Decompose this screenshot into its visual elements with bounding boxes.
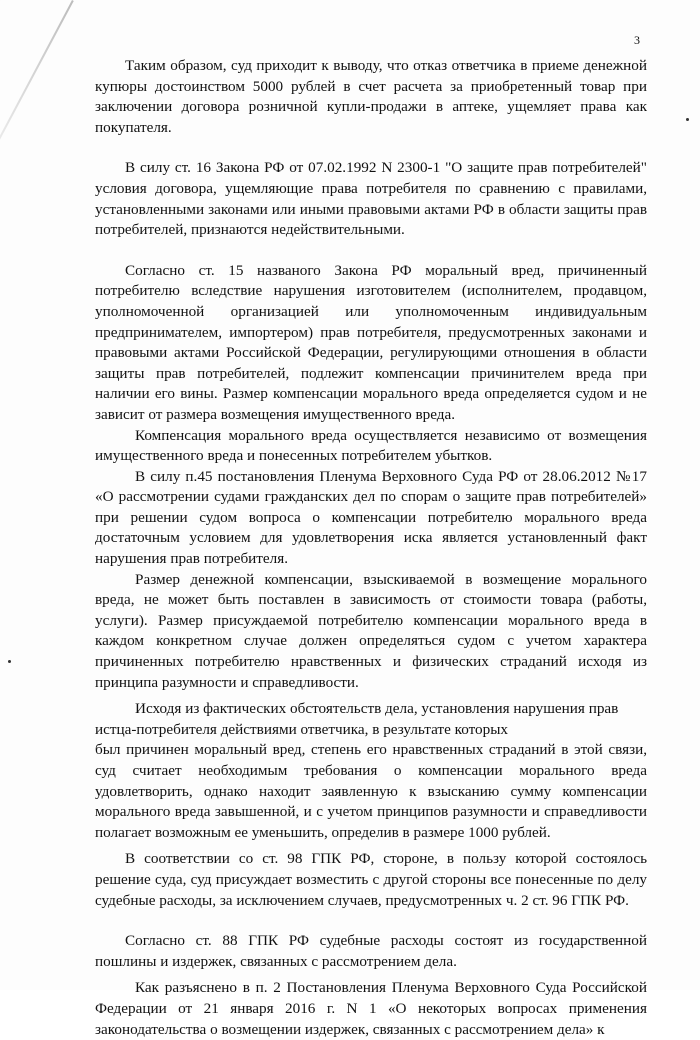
scan-streak-mark [0,0,12,172]
document-body [95,56,647,1040]
page-number: 3 [634,33,640,47]
paragraph-article-15: Согласно ст. 15 названого Закона РФ моральный вред, причиненный потребителю вследствие нарушения изготовителем (исполнителем, продавцом, уполномоченной организацией или уполномоченным индивидуальным предпринимателем, импортером) прав потребителя, предусмотренных законами и правовыми актами Российской Федерации, регулирующими отношения в области защиты прав потребителей, подлежит компенсации причинителем вреда при наличии его вины. Размер компенсации морального вреда определяется судом и не зависит от размера возмещения имущественного вреда. [95,261,647,423]
paragraph-circumstances: Исходя из фактических обстоятельств дела, установления нарушения прав истца-потребителя действиями ответчика, в результате которых [95,700,619,738]
paragraph-article-16: В силу ст. 16 Закона РФ от 07.02.1992 N 2300-1 "О защите прав потребителей" условия договора, ущемляющие права потребителя по сравнению с правилами, установленными законами или иными правовыми актами РФ в области защиты прав потребителей, признаются недействительными. [95,159,647,239]
paragraph-article-98: В соответствии со ст. 98 ГПК РФ, стороне, в пользу которой состоялось решение суда, суд присуждает возместить с другой стороны все понесенные по делу судебные расходы, за исключением случаев, предусмотренных ч. 2 ст. 96 ГПК РФ. [95,850,647,909]
scan-speck [686,118,689,121]
paragraph-plenum-2016: Как разъяснено в п. 2 Постановления Пленума Верховного Суда Российской Федерации от 21 января 2016 г. N 1 «О некоторых вопросах применения законодательства о возмещении издержек, связанных с рассмотрением дела» к [95,979,647,1038]
paragraph-article-88: Согласно ст. 88 ГПК РФ судебные расходы состоят из государственной пошлины и издержек, связанных с рассмотрением дела. [95,932,647,970]
paragraph-court-decision: был причинен моральный вред, степень его нравственных страданий в этой связи, суд считает необходимым требования о компенсации морального вреда удовлетворить, однако находит заявленную к взысканию сумму компенсации морального вреда завышенной, и с учетом принципов разумности и справедливости полагает возможным ее уменьшить, определив в размере 1000 рублей. [95,741,647,841]
paragraph-conclusion: Таким образом, суд приходит к выводу, что отказ ответчика в приеме денежной купюры достоинством 5000 рублей в счет расчета за приобретенный товар при заключении договора розничной купли-продажи в аптеке, ущемляет права как покупателя. [95,57,647,136]
paragraph-compensation-amount: Размер денежной компенсации, взыскиваемой в возмещение морального вреда, не может быть поставлен в зависимость от стоимости товара (работы, услуги). Размер присуждаемой потребителю компенсации морального вреда в каждом конкретном случае должен определяться судом с учетом характера причиненных потребителю нравственных и физических страданий исходя из принципа разумности и справедливости. [95,570,647,691]
paragraph-moral-damage-compensation: Компенсация морального вреда осуществляется независимо от возмещения имущественного вреда и понесенных потребителем убытков. [95,426,647,465]
scan-speck [8,660,11,663]
paragraph-plenum-45: В силу п.45 постановления Пленума Верховного Суда РФ от 28.06.2012 №17 «О рассмотрении судами гражданских дел по спорам о защите прав потребителей» при решении судом вопроса о компенсации потребителю морального вреда достаточным условием для удовлетворения иска является установленный факт нарушения прав потребителя. [95,467,647,568]
scan-streak-mark-faint [0,0,74,178]
